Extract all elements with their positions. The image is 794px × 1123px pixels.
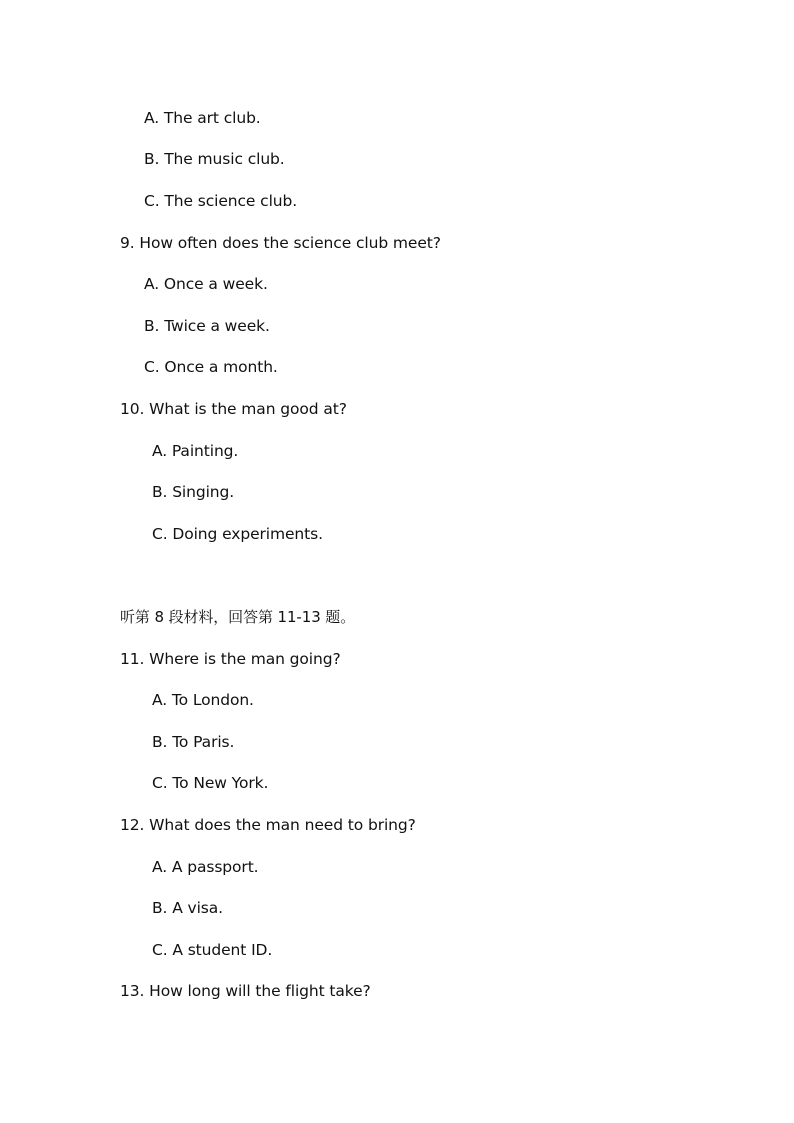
q12-option-a: A. A passport.: [152, 858, 259, 876]
q10-option-a: A. Painting.: [152, 442, 239, 460]
q11-question: 11. Where is the man going?: [120, 650, 341, 668]
q11-option-a: A. To London.: [152, 691, 254, 709]
q11-option-c: C. To New York.: [152, 774, 269, 792]
q12-question: 12. What does the man need to bring?: [120, 816, 416, 834]
q9-option-b: B. Twice a week.: [144, 317, 270, 335]
q10-question: 10. What is the man good at?: [120, 400, 347, 418]
q9-option-a: A. Once a week.: [144, 275, 268, 293]
q8-option-a: A. The art club.: [144, 109, 261, 127]
q8-option-b: B. The music club.: [144, 150, 285, 168]
q10-option-c: C. Doing experiments.: [152, 525, 323, 543]
q13-question: 13. How long will the flight take?: [120, 982, 371, 1000]
q12-option-c: C. A student ID.: [152, 941, 273, 959]
q10-option-b: B. Singing.: [152, 483, 235, 501]
q8-option-c: C. The science club.: [144, 192, 298, 210]
q9-option-c: C. Once a month.: [144, 358, 278, 376]
q12-option-b: B. A visa.: [152, 899, 223, 917]
q9-question: 9. How often does the science club meet?: [120, 234, 441, 252]
q11-option-b: B. To Paris.: [152, 733, 235, 751]
section-heading: 听第 8 段材料，回答第 11-13 题。: [120, 608, 356, 626]
